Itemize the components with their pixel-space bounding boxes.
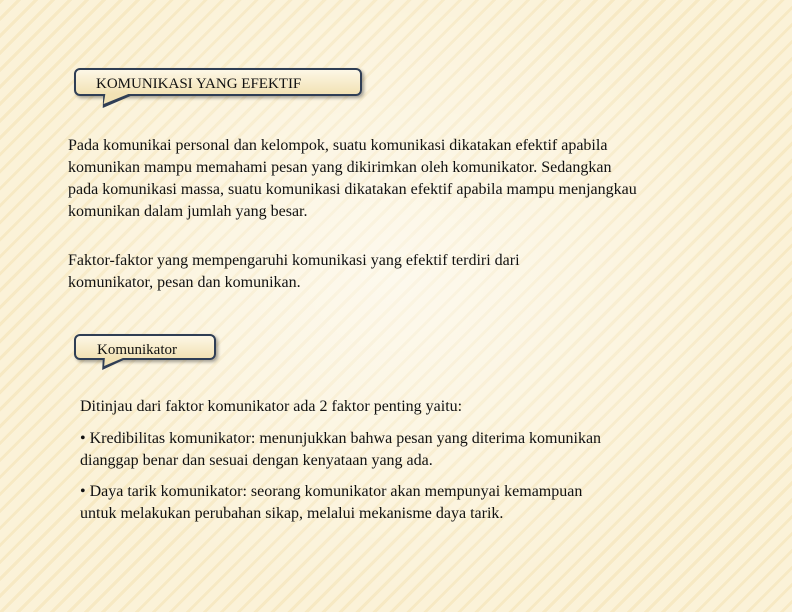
callout-tail-fill bbox=[101, 358, 123, 366]
komunikator-intro-line: Ditinjau dari faktor komunikator ada 2 faktor penting yaitu: bbox=[80, 398, 463, 415]
intro-line: komunikan dalam jumlah yang besar. bbox=[68, 203, 308, 220]
factors-line: komunikator, pesan dan komunikan. bbox=[68, 274, 301, 291]
title-callout bbox=[74, 68, 362, 96]
section-heading: Komunikator bbox=[97, 342, 177, 358]
bullet-line: dianggap benar dan sesuai dengan kenyataan yang ada. bbox=[80, 452, 433, 469]
bullet-item-daya-tarik bbox=[80, 481, 720, 525]
intro-line: Pada komunikai personal dan kelompok, suatu komunikasi dikatakan efektif apabila bbox=[68, 137, 608, 154]
factors-paragraph bbox=[68, 250, 668, 294]
callout-tail-fill bbox=[101, 94, 129, 104]
intro-line: komunikan mampu memahami pesan yang dikirimkan oleh komunikator. Sedangkan bbox=[68, 159, 612, 176]
komunikator-intro bbox=[80, 396, 720, 418]
bullet-line: • Daya tarik komunikator: seorang komunikator akan mempunyai kemampuan bbox=[80, 483, 583, 500]
bullet-line: untuk melakukan perubahan sikap, melalui mekanisme daya tarik. bbox=[80, 505, 504, 522]
slide-title: KOMUNIKASI YANG EFEKTIF bbox=[96, 76, 302, 92]
factors-line: Faktor-faktor yang mempengaruhi komunikasi yang efektif terdiri dari bbox=[68, 252, 520, 269]
intro-paragraph bbox=[68, 135, 728, 223]
intro-line: pada komunikasi massa, suatu komunikasi dikatakan efektif apabila mampu menjangkau bbox=[68, 181, 637, 198]
bullet-item-kredibilitas bbox=[80, 428, 720, 472]
bullet-line: • Kredibilitas komunikator: menunjukkan bahwa pesan yang diterima komunikan bbox=[80, 430, 602, 447]
komunikator-callout bbox=[74, 334, 216, 360]
